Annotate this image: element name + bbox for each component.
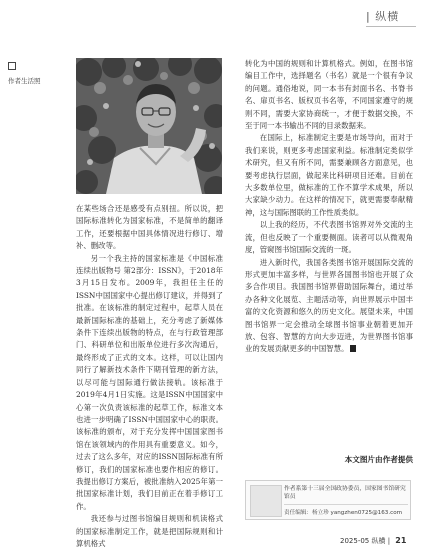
footer-separator: | — [385, 537, 393, 545]
issue-label: 2025-05 纵横 — [340, 537, 386, 545]
section-tag: | 纵横 — [366, 10, 400, 23]
author-info-box — [245, 480, 411, 520]
author-box-divider — [284, 504, 408, 505]
author-photo — [76, 58, 222, 194]
photo-caption: 作者生活照 — [8, 77, 41, 85]
paragraph-final-text: 进入新时代，我国各类图书馆开展国际交流的形式更加丰富多样，与世界各国图书馆也开展了众多合作项目。我国图书馆界借助国际舞台，通过举办各种文化展览、主题活动等，向世界展示中国丰富的文化资源和悠久的历史文化。展望未来，中国图书馆界一定会推动全球图书馆事业朝着更加开放、包容、智慧的方向大步迈进，为世界图书馆事业的发展贡献更多的中国智慧。 — [245, 257, 413, 354]
section-name: 纵横 — [375, 10, 400, 23]
page-footer — [340, 536, 406, 546]
page-number: 21 — [395, 536, 407, 545]
article-column-left — [76, 203, 223, 550]
responsible-editor: 责任编辑：杨立珍 yangzhen0725@163.com — [284, 510, 403, 516]
article-column-right — [245, 58, 413, 356]
paragraph: 在国际上，标准制定主要是市场导向，而对于我们来说，则更多考虑国家利益。标准制定类似学术研究，但又有所不同，需要兼顾各方面意见，也要考虑执行层面，做起来比科研项目还难。目前在大多数单位里，做标准的工作不算学术成果，所以大家缺少动力。在这样的情况下，就更需要奉献精神，这与国际图联的工作性质类似。 — [245, 133, 413, 217]
caption-marker-icon — [8, 62, 16, 70]
paragraph: 我还参与过图书馆编目规则和机读格式的国家标准制定工作，就是把国际规则和计算机格式 — [76, 514, 223, 548]
photo-credit: 本文图片由作者提供 — [344, 455, 413, 464]
author-avatar — [250, 485, 282, 517]
paragraph-final — [245, 257, 413, 356]
paragraph: 另一个我主持的国家标准是《中国标准连续出版物号 第2部分：ISSN》，于2018年3月15日发布。2009年，我担任主任的ISSN中国国家中心提出修订建议，并得到了批准。在该标准的制定过程中，起草人员在最新国际标准的基础上，充分考虑了新媒体条件下连续出版物的特点，在与行政管理部门、科研单位和出版单位进行多次沟通后，最终形成了正式的文本。这样，可以让国内同行了解新技术条件下期刊管理的新方法，以尽可能与国际通行做法接轨。该标准于2019年4月1日实施。这是ISSN中国国家中心第一次负责该标准的起草工作，标准文本也进一步明确了ISSN中国国家中心的职责。该标准的颁布，对于充分发挥中国国家图书馆在该领域内的作用具有重要意义。如今，过去了这么多年，对应的ISSN国际标准有所修订，我们的国家标准也要作相应的修订。我提出修订方案后，被批准纳入2025年第一批国家标准计划，我们目前正在着手修订工作。 — [76, 253, 223, 511]
author-intro: 作者系第十三届全国政协委员，国家图书馆研究馆员 — [284, 486, 406, 500]
author-photo-image — [76, 58, 222, 194]
end-mark-icon — [350, 345, 356, 352]
paragraph: 以上我的经历，不代表图书馆界对外交流的主流，但也反映了一个重要侧面。读者可以从微观角度，管窥图书馆国际交流的一斑。 — [245, 220, 413, 255]
paragraph: 转化为中国的规则和计算机格式。例如，在图书馆编目工作中，选择题名（书名）就是一个很有争议的问题。通俗地说，同一本书有封面书名、书脊书名、扉页书名、版权页书名等，不同国家遵守的规则不同，需要大家协商统一，才便于数据交换，不至于同一本书输出不同的目录数据来。 — [245, 59, 413, 131]
paragraph: 在某些场合还是感受有点别扭。所以说，把国际标准转化为国家标准，不是简单的翻译工作，还要根据中国具体情况进行修订、增补、删改等。 — [76, 204, 223, 251]
header-divider — [366, 26, 416, 27]
